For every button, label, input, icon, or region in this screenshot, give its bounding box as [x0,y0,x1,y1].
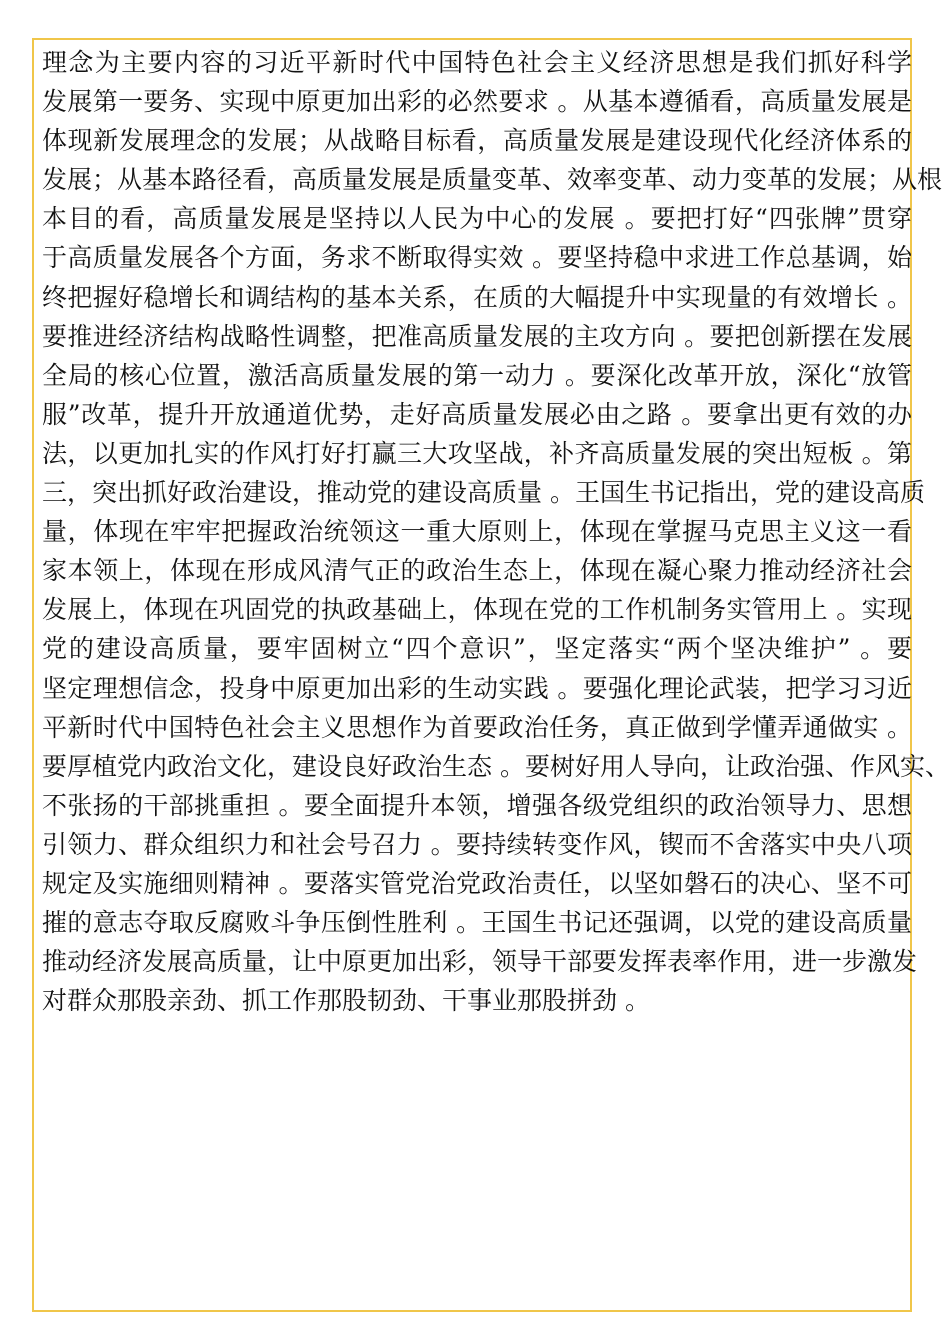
text-line: 要厚植党内政治文化，建设良好政治生态 。要树好用人导向，让政治强、作风实、 [42,751,950,781]
text-line: 服”改革，提升开放通道优势，走好高质量发展必由之路 。要拿出更有效的办 [42,399,912,429]
text-line: 于高质量发展各个方面，务求不断取得实效 。要坚持稳中求进工作总基调，始 [42,243,912,273]
text-line: 不张扬的干部挑重担 。要全面提升本领，增强各级党组织的政治领导力、思想 [42,790,912,820]
text-line: 体现新发展理念的发展；从战略目标看，高质量发展是建设现代化经济体系的 [42,126,912,156]
text-line: 发展第一要务、实现中原更加出彩的必然要求 。从基本遵循看，高质量发展是 [42,87,912,117]
text-line: 量，体现在牢牢把握政治统领这一重大原则上，体现在掌握马克思主义这一看 [42,517,912,547]
text-line: 家本领上，体现在形成风清气正的政治生态上，体现在凝心聚力推动经济社会 [42,556,912,586]
text-line: 发展上，体现在巩固党的执政基础上，体现在党的工作机制务实管用上 。实现 [42,595,912,625]
text-line: 本目的看，高质量发展是坚持以人民为中心的发展 。要把打好“四张牌”贯穿 [42,204,912,234]
text-line: 法，以更加扎实的作风打好打赢三大攻坚战，补齐高质量发展的突出短板 。第 [42,438,912,468]
text-line: 要推进经济结构战略性调整，把准高质量发展的主攻方向 。要把创新摆在发展 [42,321,912,351]
text-line: 引领力、群众组织力和社会号召力 。要持续转变作风，锲而不舍落实中央八项 [42,829,912,859]
text-line: 三，突出抓好政治建设，推动党的建设高质量 。王国生书记指出，党的建设高质 [42,478,925,508]
text-line: 对群众那股亲劲、抓工作那股韧劲、干事业那股拼劲 。 [42,986,650,1016]
text-line: 摧的意志夺取反腐败斗争压倒性胜利 。王国生书记还强调，以党的建设高质量 [42,908,912,938]
text-line: 规定及实施细则精神 。要落实管党治党政治责任，以坚如磐石的决心、坚不可 [42,868,912,898]
text-line: 终把握好稳增长和调结构的基本关系，在质的大幅提升中实现量的有效增长 。 [42,282,912,312]
text-line: 发展；从基本路径看，高质量发展是质量变革、效率变革、动力变革的发展；从根 [42,165,943,195]
text-line: 党的建设高质量，要牢固树立“四个意识”，坚定落实“两个坚决维护” 。要 [42,634,912,664]
text-line: 全局的核心位置，激活高质量发展的第一动力 。要深化改革开放，深化“放管 [42,360,912,390]
document-body-text [42,43,950,1020]
text-line: 推动经济发展高质量，让中原更加出彩，领导干部要发挥表率作用，进一步激发 [42,947,918,977]
text-line: 平新时代中国特色社会主义思想作为首要政治任务，真正做到学懂弄通做实 。 [42,712,912,742]
text-line: 理念为主要内容的习近平新时代中国特色社会主义经济思想是我们抓好科学 [42,48,912,77]
text-line: 坚定理想信念，投身中原更加出彩的生动实践 。要强化理论武装，把学习习近 [42,673,912,703]
